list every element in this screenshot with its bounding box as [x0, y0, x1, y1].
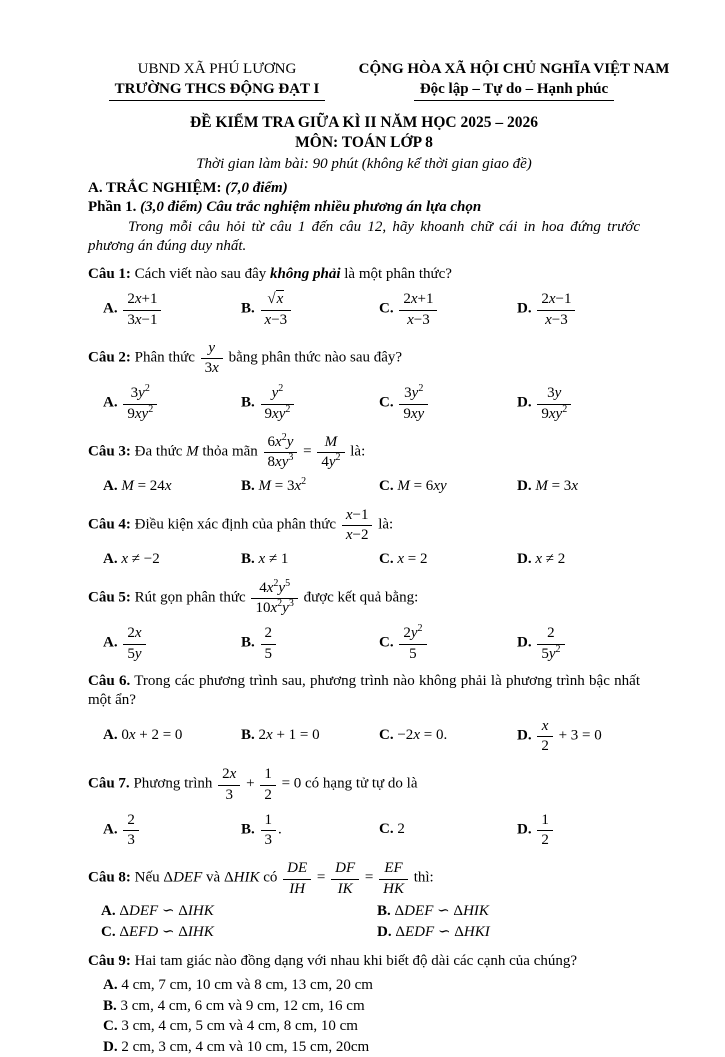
questions [88, 265, 640, 1057]
page-header [88, 60, 670, 101]
options [88, 976, 640, 1057]
fraction: $\frac{x-1}{x-2}$ [342, 506, 373, 545]
sqrt-radical: √x [267, 291, 284, 308]
option-D: D. x ≠ 2 [517, 551, 566, 568]
fraction: $\frac{1}{2}$ [537, 811, 553, 850]
option-B: B. $\frac{√x}{x-3}$ [226, 289, 364, 330]
option-C: C. $\frac{3y^2}{9xy}$ [364, 383, 502, 424]
fraction: $\frac{1}{2}$ [260, 765, 276, 804]
option-D: D. $\frac{2x-1}{x-3}$ [502, 289, 640, 330]
option-A: A. 4 cm, 7 cm, 10 cm và 8 cm, 13 cm, 20 cm [103, 977, 373, 994]
option-C: C. 3 cm, 4 cm, 5 cm và 4 cm, 8 cm, 10 cm [103, 1018, 358, 1035]
question-2 [88, 338, 640, 424]
question-stem: Câu 3: Đa thức M thỏa mãn $\frac{6x^2y}{8xy^3}$ = $\frac{M}{4y^2}$ là: [88, 431, 366, 471]
options [88, 477, 640, 497]
option-C: C. −2x = 0. [379, 727, 448, 744]
option-B: B. x ≠ 1 [241, 551, 289, 568]
fraction: $\frac{EF}{HK}$ [379, 859, 408, 898]
part-1-heading: Phần 1. (3,0 điểm) Câu trắc nghiệm nhiều phương án lựa chọn [88, 199, 482, 216]
fraction: $\frac{√x}{x-3}$ [261, 290, 292, 329]
option-D: D. $\frac{x}{2}$ + 3 = 0 [517, 717, 602, 755]
option-B: B. $\frac{1}{3}$ . [241, 811, 282, 849]
options [88, 383, 640, 424]
options [88, 623, 640, 664]
option-D: D. M = 3x [517, 478, 578, 495]
fraction: $\frac{2x-1}{x-3}$ [537, 290, 575, 329]
question-stem: Câu 7. Phương trình $\frac{2x}{3}$ + $\frac{1}{2}$ = 0 có hạng tử tự do là [88, 766, 418, 803]
question-label: Câu 5: [88, 589, 131, 606]
school-name: TRƯỜNG THCS ĐỘNG ĐẠT I [88, 80, 346, 102]
fraction: $\frac{3y^2}{9xy^2}$ [123, 384, 157, 423]
option-C: C. $\frac{2y^2}{5}$ [364, 623, 502, 664]
option-B: B. $M = 3x^2$ [241, 476, 307, 495]
section-a-heading: A. TRẮC NGHIỆM: (7,0 điểm) [88, 179, 288, 196]
options [88, 901, 640, 944]
options [88, 716, 640, 757]
fraction: $\frac{6x^2y}{8xy^3}$ [264, 433, 298, 472]
option-C: C. $\frac{2x+1}{x-3}$ [364, 289, 502, 330]
fraction: $\frac{DE}{IH}$ [283, 859, 311, 898]
option-D: D. 2 cm, 3 cm, 4 cm và 10 cm, 15 cm, 20cm [103, 1038, 370, 1055]
option-C: C. ΔEFD ∽ ΔIHK [101, 924, 214, 941]
fraction: $\frac{2x}{3}$ [218, 765, 240, 804]
question-1 [88, 265, 640, 330]
options [88, 289, 640, 330]
option-B: B. 2x + 1 = 0 [241, 727, 320, 744]
exam-title [88, 113, 640, 153]
national-motto-line2: Độc lập – Tự do – Hạnh phúc [346, 80, 682, 102]
fraction: $\frac{M}{4y^2}$ [317, 433, 344, 472]
fraction: $\frac{x}{2}$ [537, 717, 553, 756]
org-name: UBND XÃ PHÚ LƯƠNG [137, 61, 297, 77]
option-B: B. ΔDEF ∽ ΔHIK [377, 902, 489, 919]
option-B: B. $\frac{2}{5}$ [226, 623, 364, 664]
question-label: Câu 3: [88, 443, 131, 460]
question-7 [88, 764, 640, 850]
option-C: C. 2 [379, 821, 405, 838]
fraction: $\frac{3y^2}{9xy}$ [399, 384, 428, 423]
option-C: C. x = 2 [379, 551, 428, 568]
option-B: B. 3 cm, 4 cm, 6 cm và 9 cm, 12 cm, 16 cm [103, 997, 365, 1014]
exam-title-line1: ĐỀ KIỂM TRA GIỮA KÌ II NĂM HỌC 2025 – 2026 [190, 114, 538, 131]
options [88, 810, 640, 851]
fraction: $\frac{2}{5y^2}$ [537, 624, 564, 663]
option-A: A. ΔDEF ∽ ΔIHK [101, 902, 214, 919]
option-B: B. $\frac{y^2}{9xy^2}$ [226, 383, 364, 424]
fraction: $\frac{y}{3x}$ [201, 339, 223, 378]
question-label: Câu 4: [88, 516, 131, 533]
option-A: A. $\frac{2x+1}{3x-1}$ [88, 289, 226, 330]
fraction: $\frac{y^2}{9xy^2}$ [261, 384, 295, 423]
question-label: Câu 6. [88, 672, 131, 689]
question-3 [88, 432, 640, 497]
question-5 [88, 578, 640, 664]
option-D: D. $\frac{3y}{9xy^2}$ [502, 383, 640, 424]
header-left [88, 60, 346, 101]
option-A: A. 0x + 2 = 0 [103, 727, 183, 744]
question-stem: Câu 6. Trong các phương trình sau, phương trình nào không phải là phương trình bậc nhất một ẩn? [88, 672, 640, 709]
question-6 [88, 672, 640, 757]
fraction: $\frac{2x}{5y}$ [123, 624, 145, 663]
question-stem: Câu 5: Rút gọn phân thức $\frac{4x^2y^5}{10x^2y^3}$ được kết quả bằng: [88, 577, 419, 617]
fraction: $\frac{3y}{9xy^2}$ [537, 384, 571, 423]
option-D: D. $\frac{2}{5y^2}$ [502, 623, 640, 664]
option-A: A. $\frac{3y^2}{9xy^2}$ [88, 383, 226, 424]
option-D: D. ΔEDF ∽ ΔHKI [377, 924, 490, 941]
question-label: Câu 7. [88, 775, 130, 792]
option-A: A. $\frac{2}{3}$ [88, 810, 226, 851]
exam-duration: Thời gian làm bài: 90 phút (không kể thời gian giao đề) [196, 156, 532, 173]
question-label: Câu 8: [88, 869, 131, 886]
national-motto-line1: CỘNG HÒA XÃ HỘI CHỦ NGHĨA VIỆT NAM [358, 61, 670, 77]
fraction: $\frac{1}{3}$ [261, 811, 277, 850]
header-right [346, 60, 682, 101]
fraction: $\frac{2y^2}{5}$ [399, 624, 426, 663]
fraction: $\frac{2x+1}{3x-1}$ [123, 290, 161, 329]
question-label: Câu 9: [88, 952, 131, 969]
fraction: $\frac{2}{3}$ [123, 811, 139, 850]
fraction: $\frac{2x+1}{x-3}$ [399, 290, 437, 329]
option-A: A. M = 24x [103, 478, 172, 495]
question-label: Câu 1: [88, 265, 131, 282]
question-4 [88, 505, 640, 570]
options [88, 550, 640, 570]
question-9 [88, 952, 640, 1057]
fraction: $\frac{2}{5}$ [261, 624, 277, 663]
question-stem: Câu 2: Phân thức $\frac{y}{3x}$ bằng phân thức nào sau đây? [88, 339, 403, 377]
question-stem: Câu 8: Nếu ΔDEF và ΔHIK có $\frac{DE}{IH}$ = $\frac{DF}{IK}$ = $\frac{EF}{HK}$ thì: [88, 860, 434, 897]
fraction: $\frac{DF}{IK}$ [331, 859, 359, 898]
option-A: A. x ≠ −2 [103, 551, 160, 568]
question-stem: Câu 9: Hai tam giác nào đồng dạng với nhau khi biết độ dài các cạnh của chúng? [88, 952, 578, 969]
option-D: D. $\frac{1}{2}$ [502, 810, 640, 851]
question-stem: Câu 4: Điều kiện xác định của phân thức $\frac{x-1}{x-2}$ là: [88, 506, 394, 544]
question-8 [88, 858, 640, 944]
question-stem: Câu 1: Cách viết nào sau đây không phải là một phân thức? [88, 265, 452, 282]
option-C: C. M = 6xy [379, 478, 447, 495]
fraction: $\frac{4x^2y^5}{10x^2y^3}$ [251, 579, 297, 618]
instructions: Trong mỗi câu hỏi từ câu 1 đến câu 12, hãy khoanh chữ cái in hoa đứng trước phương án đúng duy nhất. [88, 218, 640, 255]
question-label: Câu 2: [88, 349, 131, 366]
option-A: A. $\frac{2x}{5y}$ [88, 623, 226, 664]
exam-subject: MÔN: TOÁN LỚP 8 [295, 134, 433, 152]
